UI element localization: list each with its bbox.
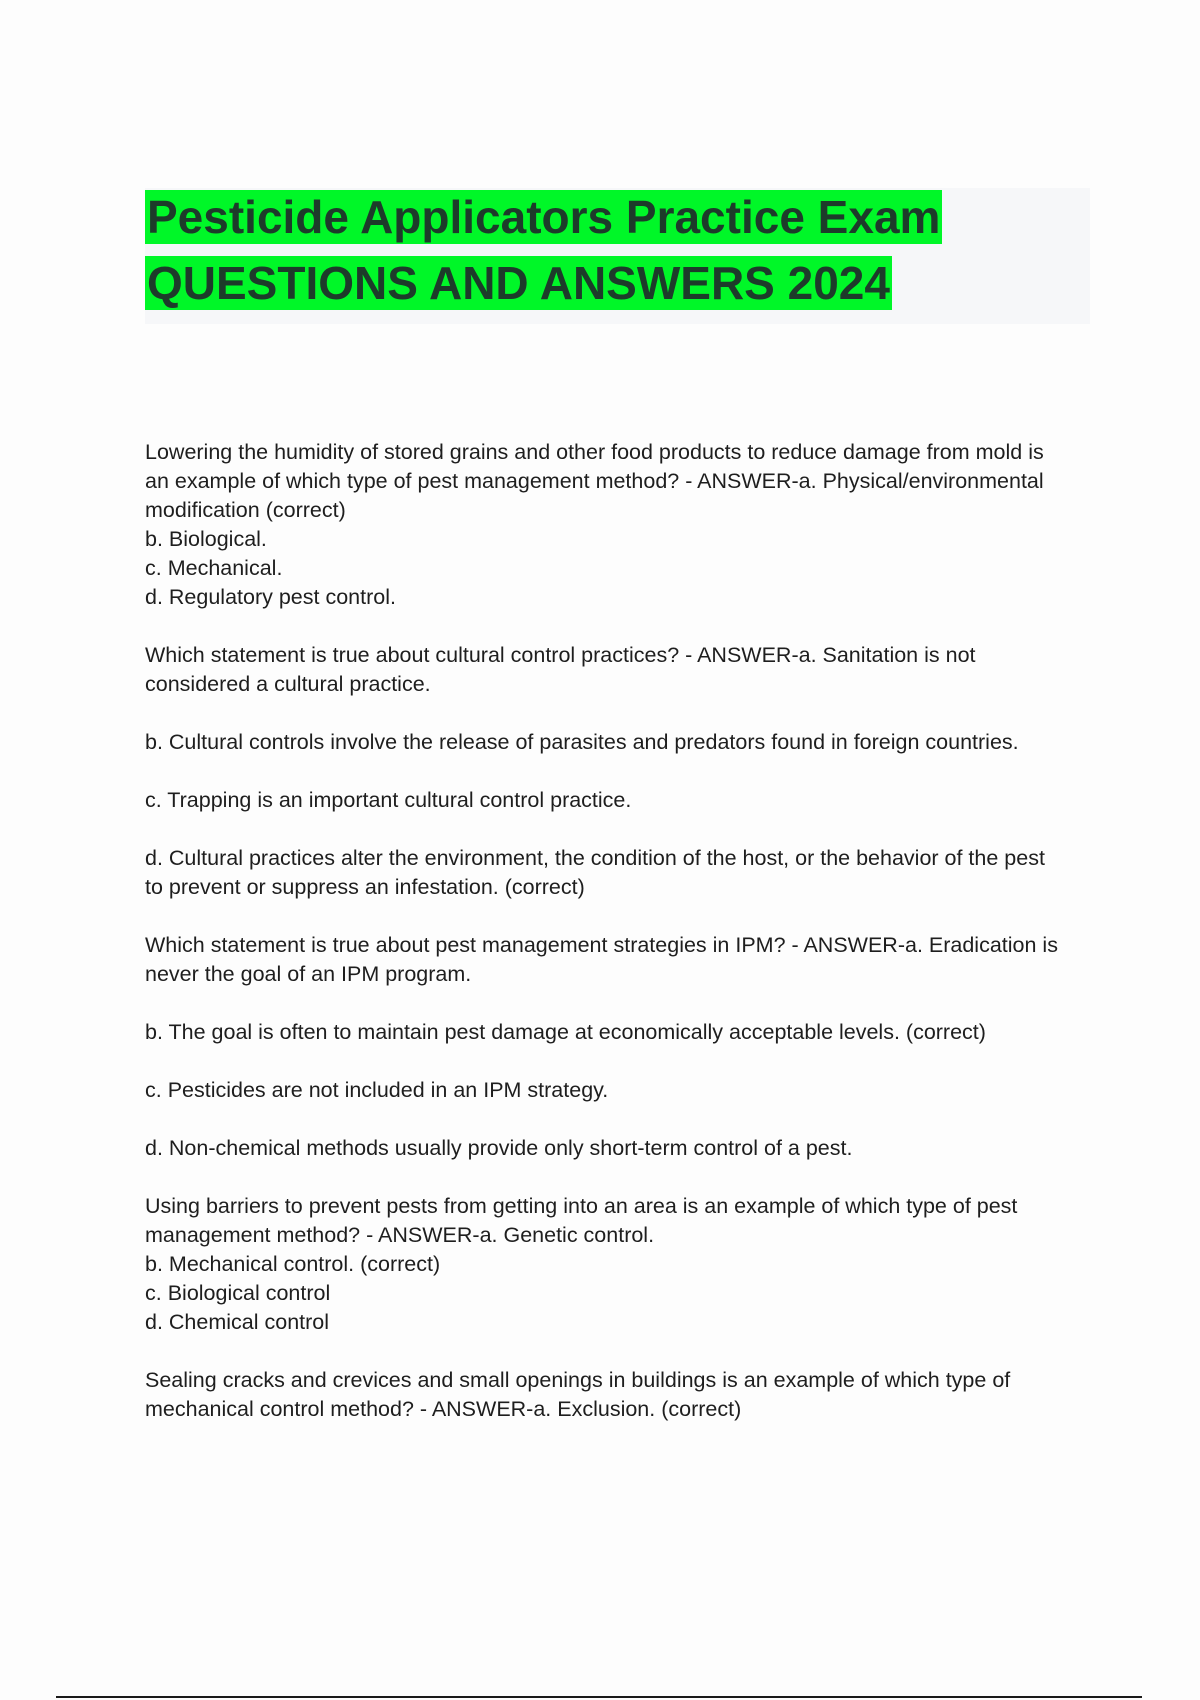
text-line: never the goal of an IPM program. <box>145 962 472 986</box>
title-block <box>145 188 1090 324</box>
question-paragraph <box>145 786 1095 815</box>
question-paragraph <box>145 1076 1095 1105</box>
text-line: Lowering the humidity of stored grains and other food products to reduce damage from mold is <box>145 440 1044 464</box>
text-line: management method? - ANSWER-a. Genetic control. <box>145 1223 655 1247</box>
question-paragraph <box>145 438 1095 612</box>
text-line: d. Regulatory pest control. <box>145 585 396 609</box>
page-bottom-rule <box>56 1696 1142 1698</box>
text-line: c. Trapping is an important cultural control practice. <box>145 788 632 812</box>
text-line: an example of which type of pest management method? - ANSWER-a. Physical/environmental <box>145 469 1044 493</box>
question-paragraph <box>145 844 1095 902</box>
text-line: modification (correct) <box>145 498 346 522</box>
text-line: c. Biological control <box>145 1281 331 1305</box>
question-paragraph <box>145 1192 1095 1337</box>
text-line: considered a cultural practice. <box>145 672 431 696</box>
document-title-line-2: QUESTIONS AND ANSWERS 2024 <box>147 257 890 309</box>
text-line: Sealing cracks and crevices and small openings in buildings is an example of which type of <box>145 1368 1011 1392</box>
text-line: b. The goal is often to maintain pest damage at economically acceptable levels. (correct) <box>145 1020 986 1044</box>
text-line: to prevent or suppress an infestation. (correct) <box>145 875 585 899</box>
text-line: d. Cultural practices alter the environment, the condition of the host, or the behavior of the pest <box>145 846 1045 870</box>
document-body <box>145 438 1095 1453</box>
question-paragraph <box>145 1018 1095 1047</box>
text-line: b. Cultural controls involve the release of parasites and predators found in foreign countries. <box>145 730 1019 754</box>
question-paragraph <box>145 931 1095 989</box>
question-paragraph <box>145 728 1095 757</box>
question-paragraph <box>145 1134 1095 1163</box>
document-title-line-1: Pesticide Applicators Practice Exam <box>147 191 941 243</box>
text-line: Which statement is true about cultural control practices? - ANSWER-a. Sanitation is not <box>145 643 976 667</box>
text-line: d. Non-chemical methods usually provide only short-term control of a pest. <box>145 1136 853 1160</box>
text-line: c. Pesticides are not included in an IPM strategy. <box>145 1078 609 1102</box>
text-line: Which statement is true about pest management strategies in IPM? - ANSWER-a. Eradication is <box>145 933 1058 957</box>
text-line: d. Chemical control <box>145 1310 330 1334</box>
text-line: mechanical control method? - ANSWER-a. Exclusion. (correct) <box>145 1397 742 1421</box>
question-paragraph <box>145 1366 1095 1424</box>
text-line: b. Biological. <box>145 527 267 551</box>
text-line: b. Mechanical control. (correct) <box>145 1252 441 1276</box>
text-line: c. Mechanical. <box>145 556 283 580</box>
question-paragraph <box>145 641 1095 699</box>
text-line: Using barriers to prevent pests from getting into an area is an example of which type of pest <box>145 1194 1018 1218</box>
